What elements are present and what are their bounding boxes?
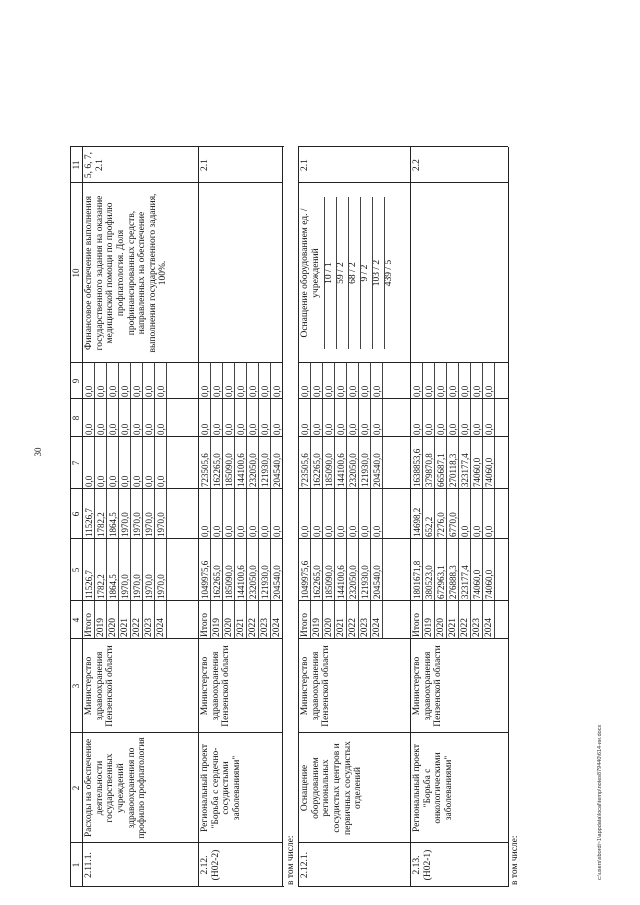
table-rule (258, 363, 259, 639)
year-cell: 2021 (335, 618, 346, 637)
column-number-6: 6 (71, 511, 81, 517)
row-note: Финансовое обеспечение выполнения государственного задания на оказание медицинской помощи по профилю профпатология. Доля профинансированных средств, направленных на обеспечение выполнения государственного задания, 100%. (84, 193, 169, 353)
amount-cell: 0,0 (359, 385, 370, 397)
amount-cell: 185090,0 (323, 565, 334, 599)
amount-cell: 0,0 (143, 475, 154, 487)
amount-cell: 723505,6 (199, 453, 210, 487)
amount-cell: 11526,7 (83, 570, 94, 599)
table-column-rule (298, 362, 508, 363)
year-cell: 2024 (371, 618, 382, 637)
amount-cell: 0,0 (83, 423, 94, 435)
column-number-9: 9 (71, 378, 81, 384)
amount-cell: 0,0 (107, 423, 118, 435)
row-reference: 2.2 (412, 159, 422, 171)
amount-cell: 276888,3 (447, 565, 458, 599)
row-organization: Министерство здравоохранения Пензенской области (200, 645, 232, 727)
row-name: Региональный проект "Борьба с сердечно-сосудистыми заболеваниями" (200, 743, 242, 833)
table-rule (322, 363, 323, 639)
year-cell: 2021 (119, 618, 130, 637)
amount-cell: 11526,7 (83, 508, 94, 537)
amount-cell: 0,0 (447, 423, 458, 435)
budget-table (70, 17, 580, 887)
amount-cell: 0,0 (299, 423, 310, 435)
amount-cell: 0,0 (335, 385, 346, 397)
amount-cell: 232050,0 (347, 453, 358, 487)
table-column-rule (298, 436, 508, 437)
row-id: 2.12. (Н02-2) (200, 849, 221, 881)
amount-cell: 204540,0 (371, 453, 382, 487)
amount-cell: 204540,0 (271, 453, 282, 487)
amount-cell: 270118,3 (447, 453, 458, 487)
amount-cell: 0,0 (199, 423, 210, 435)
table-rule (334, 363, 335, 639)
table-rule (358, 363, 359, 639)
amount-cell: 0,0 (471, 525, 482, 537)
amount-cell: 185090,0 (223, 565, 234, 599)
amount-cell: 672963,1 (435, 565, 446, 599)
table-rule (446, 363, 447, 639)
amount-cell: 0,0 (211, 525, 222, 537)
year-cell: 2019 (423, 618, 434, 637)
table-rule (118, 363, 119, 639)
amount-cell: 0,0 (471, 385, 482, 397)
amount-cell: 0,0 (271, 423, 282, 435)
table-column-rule (298, 538, 508, 539)
table-column-rule (298, 842, 508, 843)
amount-cell: 0,0 (311, 525, 322, 537)
table-column-rule (70, 398, 282, 399)
table-rule (234, 363, 235, 639)
amount-cell: 1970,0 (119, 574, 130, 599)
table-rule (382, 363, 383, 639)
amount-cell: 121930,0 (359, 453, 370, 487)
year-cell: 2021 (235, 618, 246, 637)
table-rule (282, 147, 283, 887)
year-cell: Итого (299, 612, 310, 637)
amount-cell: 0,0 (423, 423, 434, 435)
row-reference: 2.1 (300, 159, 310, 171)
amount-cell: 74060,0 (471, 569, 482, 599)
table-column-rule (70, 600, 282, 601)
row-organization: Министерство здравоохранения Пензенской области (84, 645, 116, 727)
amount-cell: 0,0 (371, 423, 382, 435)
amount-cell: 0,0 (95, 423, 106, 435)
amount-cell: 0,0 (359, 423, 370, 435)
column-number-2: 2 (71, 785, 81, 791)
amount-cell: 0,0 (119, 423, 130, 435)
footer-file-path: c:\users\sbordi~1\appdata\local\temp\notes879440\614-ии.docx (597, 724, 603, 880)
year-cell: 2024 (271, 618, 282, 637)
amount-cell: 0,0 (119, 385, 130, 397)
year-cell: 2020 (107, 618, 118, 637)
amount-cell: 162265,0 (211, 565, 222, 599)
table-rule (470, 363, 471, 639)
row-reference: 5, 6, 7, 2.1 (84, 151, 105, 179)
table-column-rule (70, 638, 282, 639)
amount-cell: 0,0 (411, 385, 422, 397)
table-column-rule (70, 436, 282, 437)
year-cell: 2023 (143, 618, 154, 637)
amount-cell: 121930,0 (359, 565, 370, 599)
table-rule (166, 363, 167, 639)
amount-cell: 0,0 (235, 423, 246, 435)
table-rule (106, 363, 107, 639)
table-rule (384, 197, 385, 349)
amount-cell: 1049975,6 (199, 560, 210, 599)
amount-cell: 379870,8 (423, 453, 434, 487)
amount-cell: 0,0 (323, 385, 334, 397)
table-column-rule (298, 732, 508, 733)
row-organization: Министерство здравоохранения Пензенской области (412, 645, 444, 727)
amount-cell: 0,0 (371, 525, 382, 537)
amount-cell: 0,0 (83, 475, 94, 487)
amount-cell: 0,0 (271, 525, 282, 537)
row-name: Региональный проект "Борьба с онкологическими заболеваниями" (412, 743, 454, 833)
amount-cell: 14698,2 (411, 507, 422, 537)
table-rule (336, 197, 337, 349)
amount-cell: 0,0 (435, 385, 446, 397)
amount-cell: 0,0 (143, 385, 154, 397)
table-rule (270, 363, 271, 639)
amount-cell: 665687,1 (435, 453, 446, 487)
amount-cell: 144100,6 (335, 565, 346, 599)
table-rule (222, 363, 223, 639)
year-cell: 2023 (471, 618, 482, 637)
amount-cell: 0,0 (247, 525, 258, 537)
amount-cell: 0,0 (199, 385, 210, 397)
amount-cell: 0,0 (359, 525, 370, 537)
amount-cell: 0,0 (459, 385, 470, 397)
rotated-page-area (70, 17, 580, 887)
table-rule (494, 363, 495, 639)
amount-cell: 0,0 (371, 385, 382, 397)
row-note-item: 103 / 2 (372, 259, 382, 287)
table-rule (94, 363, 95, 639)
table-column-rule (298, 146, 508, 147)
amount-cell: 0,0 (131, 385, 142, 397)
amount-cell: 0,0 (95, 475, 106, 487)
amount-cell: 0,0 (459, 423, 470, 435)
amount-cell: 1782,2 (95, 512, 106, 537)
amount-cell: 1970,0 (131, 574, 142, 599)
column-number-7: 7 (71, 460, 81, 466)
amount-cell: 1970,0 (155, 512, 166, 537)
amount-cell: 74060,0 (483, 569, 494, 599)
amount-cell: 0,0 (323, 423, 334, 435)
amount-cell: 1864,5 (107, 574, 118, 599)
amount-cell: 0,0 (223, 423, 234, 435)
amount-cell: 0,0 (447, 385, 458, 397)
table-rule (348, 197, 349, 349)
amount-cell: 0,0 (155, 475, 166, 487)
year-cell: 2021 (447, 618, 458, 637)
in-total-label: в том числе: (286, 835, 296, 885)
amount-cell: 0,0 (259, 525, 270, 537)
amount-cell: 0,0 (471, 423, 482, 435)
year-cell: Итого (83, 612, 94, 637)
amount-cell: 144100,6 (335, 453, 346, 487)
table-rule (372, 197, 373, 349)
row-note-item: 9 / 2 (360, 264, 370, 282)
amount-cell: 185090,0 (223, 453, 234, 487)
amount-cell: 1864,5 (107, 512, 118, 537)
amount-cell: 0,0 (235, 385, 246, 397)
amount-cell: 0,0 (435, 423, 446, 435)
table-column-rule (70, 732, 282, 733)
year-cell: 2020 (323, 618, 334, 637)
amount-cell: 232050,0 (347, 565, 358, 599)
year-cell: 2020 (435, 618, 446, 637)
row-organization: Министерство здравоохранения Пензенской области (300, 645, 332, 727)
amount-cell: 0,0 (95, 385, 106, 397)
amount-cell: 1970,0 (143, 512, 154, 537)
table-rule (482, 363, 483, 639)
row-note-item: 59 / 2 (336, 262, 346, 284)
amount-cell: 0,0 (311, 423, 322, 435)
amount-cell: 0,0 (347, 423, 358, 435)
amount-cell: 144100,6 (235, 453, 246, 487)
year-cell: 2023 (259, 618, 270, 637)
table-column-rule (70, 842, 282, 843)
row-name: Оснащение оборудованием региональных сосудистых центров и первичных сосудистых отделений (300, 741, 364, 835)
amount-cell: 0,0 (483, 525, 494, 537)
table-rule (142, 363, 143, 639)
amount-cell: 0,0 (223, 385, 234, 397)
amount-cell: 0,0 (335, 423, 346, 435)
amount-cell: 0,0 (247, 385, 258, 397)
amount-cell: 232050,0 (247, 565, 258, 599)
amount-cell: 0,0 (411, 423, 422, 435)
amount-cell: 7276,0 (435, 512, 446, 537)
column-number-3: 3 (71, 683, 81, 689)
in-total-label: в том числе: (510, 835, 520, 885)
column-number-11: 11 (71, 160, 81, 170)
table-column-rule (70, 488, 282, 489)
table-column-rule (70, 182, 282, 183)
column-number-5: 5 (71, 567, 81, 573)
amount-cell: 0,0 (235, 525, 246, 537)
amount-cell: 0,0 (259, 385, 270, 397)
table-column-rule (70, 362, 282, 363)
amount-cell: 6770,0 (447, 512, 458, 537)
table-rule (210, 363, 211, 639)
amount-cell: 723505,6 (299, 453, 310, 487)
table-rule (130, 363, 131, 639)
amount-cell: 0,0 (311, 385, 322, 397)
table-rule (434, 363, 435, 639)
amount-cell: 1801671,8 (411, 560, 422, 599)
amount-cell: 323177,4 (459, 453, 470, 487)
column-number-1: 1 (71, 862, 81, 868)
table-column-rule (298, 600, 508, 601)
amount-cell: 652,2 (423, 516, 434, 537)
row-note-item: 439 / 5 (384, 259, 394, 287)
amount-cell: 0,0 (211, 385, 222, 397)
amount-cell: 0,0 (259, 423, 270, 435)
year-cell: 2020 (223, 618, 234, 637)
amount-cell: 323177,4 (459, 565, 470, 599)
amount-cell: 162265,0 (311, 453, 322, 487)
amount-cell: 0,0 (107, 385, 118, 397)
table-column-rule (298, 488, 508, 489)
row-note-item: 68 / 2 (348, 262, 358, 284)
amount-cell: 74060,0 (483, 457, 494, 487)
table-rule (154, 363, 155, 639)
table-column-rule (298, 638, 508, 639)
year-cell: 2023 (359, 618, 370, 637)
amount-cell: 0,0 (459, 525, 470, 537)
amount-cell: 0,0 (483, 423, 494, 435)
year-cell: 2024 (483, 618, 494, 637)
amount-cell: 121930,0 (259, 453, 270, 487)
row-id: 2.11.1. (84, 852, 94, 878)
amount-cell: 0,0 (131, 423, 142, 435)
amount-cell: 162265,0 (311, 565, 322, 599)
amount-cell: 1970,0 (131, 512, 142, 537)
row-name: Расходы на обеспечение деятельности государственных учреждений здравоохранения по профилю профпатология (84, 737, 148, 839)
year-cell: 2022 (247, 618, 258, 637)
amount-cell: 1970,0 (119, 512, 130, 537)
year-cell: Итого (199, 612, 210, 637)
table-column-rule (298, 182, 508, 183)
row-id: 2.12.1. (300, 851, 310, 879)
amount-cell: 0,0 (119, 475, 130, 487)
amount-cell: 162265,0 (211, 453, 222, 487)
amount-cell: 0,0 (199, 525, 210, 537)
column-number-4: 4 (71, 617, 81, 623)
amount-cell: 121930,0 (259, 565, 270, 599)
year-cell: 2022 (347, 618, 358, 637)
amount-cell: 0,0 (131, 475, 142, 487)
row-note-title: Оснащение оборудованием ед. / учреждений (300, 208, 321, 338)
amount-cell: 0,0 (247, 423, 258, 435)
amount-cell: 204540,0 (371, 565, 382, 599)
amount-cell: 0,0 (423, 385, 434, 397)
amount-cell: 144100,6 (235, 565, 246, 599)
amount-cell: 0,0 (271, 385, 282, 397)
table-rule (458, 363, 459, 639)
amount-cell: 0,0 (143, 423, 154, 435)
row-note-item: 10 / 1 (324, 262, 334, 284)
amount-cell: 0,0 (483, 385, 494, 397)
table-rule (422, 363, 423, 639)
amount-cell: 0,0 (211, 423, 222, 435)
table-column-rule (70, 538, 282, 539)
year-cell: 2022 (459, 618, 470, 637)
year-cell: 2019 (95, 618, 106, 637)
amount-cell: 1782,2 (95, 574, 106, 599)
amount-cell: 0,0 (323, 525, 334, 537)
amount-cell: 1970,0 (143, 574, 154, 599)
table-column-rule (298, 886, 508, 887)
year-cell: 2019 (211, 618, 222, 637)
column-number-10: 10 (71, 268, 81, 278)
table-rule (324, 197, 325, 349)
row-id: 2.13. (Н02-1) (412, 849, 433, 881)
amount-cell: 1970,0 (155, 574, 166, 599)
row-reference: 2.1 (200, 159, 210, 171)
amount-cell: 0,0 (155, 423, 166, 435)
amount-cell: 0,0 (299, 385, 310, 397)
amount-cell: 380523,0 (423, 565, 434, 599)
amount-cell: 74060,0 (471, 457, 482, 487)
year-cell: 2022 (131, 618, 142, 637)
column-number-8: 8 (71, 415, 81, 421)
table-rule (360, 197, 361, 349)
amount-cell: 232050,0 (247, 453, 258, 487)
table-rule (370, 363, 371, 639)
amount-cell: 0,0 (83, 385, 94, 397)
year-cell: 2024 (155, 618, 166, 637)
amount-cell: 0,0 (347, 525, 358, 537)
amount-cell: 0,0 (107, 475, 118, 487)
table-rule (310, 363, 311, 639)
amount-cell: 1638853,6 (411, 448, 422, 487)
amount-cell: 0,0 (347, 385, 358, 397)
year-cell: 2019 (311, 618, 322, 637)
amount-cell: 0,0 (223, 525, 234, 537)
table-rule (346, 363, 347, 639)
page-number: 30 (33, 447, 43, 457)
table-rule (246, 363, 247, 639)
amount-cell: 0,0 (335, 525, 346, 537)
amount-cell: 204540,0 (271, 565, 282, 599)
year-cell: Итого (411, 612, 422, 637)
amount-cell: 0,0 (299, 525, 310, 537)
table-rule (508, 147, 509, 887)
amount-cell: 185090,0 (323, 453, 334, 487)
table-column-rule (70, 886, 284, 887)
amount-cell: 1049975,6 (299, 560, 310, 599)
table-column-rule (298, 398, 508, 399)
table-column-rule (70, 146, 284, 147)
amount-cell: 0,0 (155, 385, 166, 397)
